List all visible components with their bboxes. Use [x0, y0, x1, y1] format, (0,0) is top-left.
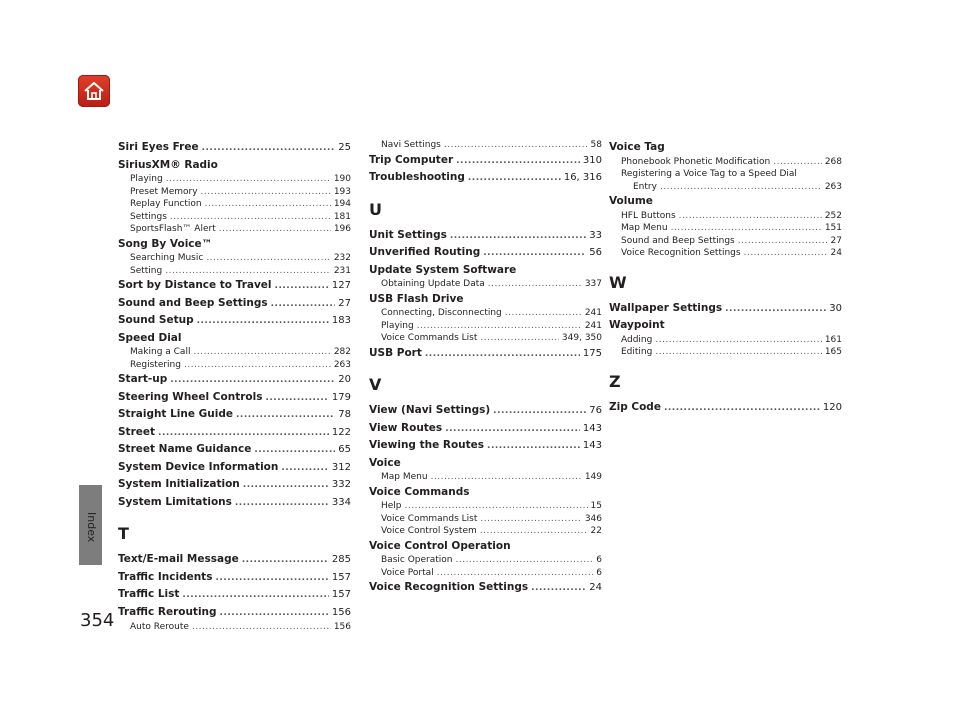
- dot-leader: [468, 170, 561, 187]
- page-reference[interactable]: 157: [331, 571, 351, 583]
- index-heading: Update System Software: [369, 263, 517, 276]
- dot-leader: [450, 228, 586, 245]
- dot-leader: [265, 390, 328, 407]
- index-heading: Speed Dial: [118, 331, 182, 344]
- entry-label: System Limitations: [118, 495, 232, 508]
- index-entry[interactable]: [118, 277, 351, 295]
- dot-leader: [281, 460, 329, 477]
- entry-label: Adding: [621, 334, 653, 345]
- index-subentry[interactable]: [118, 173, 351, 186]
- entry-label: Voice Recognition Settings: [621, 248, 741, 258]
- entry-label: Street: [118, 425, 156, 438]
- dot-leader: [192, 621, 331, 634]
- index-subentry[interactable]: [609, 181, 842, 194]
- entry-label: HFL Buttons: [621, 210, 676, 221]
- dot-leader: [193, 346, 330, 359]
- entry-label: Sound Setup: [118, 314, 194, 326]
- index-entry[interactable]: [118, 604, 351, 622]
- home-icon: [83, 80, 105, 102]
- page-reference[interactable]: 65: [338, 444, 351, 455]
- dot-leader: [243, 477, 329, 494]
- index-heading: Voice Commands: [369, 485, 470, 498]
- page-reference[interactable]: 231: [333, 265, 351, 276]
- index-subentry[interactable]: [609, 210, 842, 223]
- entry-label: SportsFlash™ Alert: [130, 224, 216, 234]
- index-entry[interactable]: [118, 312, 351, 330]
- page-reference[interactable]: 165: [824, 347, 842, 357]
- entry-label: Auto Reroute: [130, 622, 189, 632]
- dot-leader: [417, 320, 582, 333]
- page-reference[interactable]: 194: [333, 199, 351, 209]
- page-number: 354: [80, 610, 115, 631]
- page-reference[interactable]: 190: [333, 174, 351, 184]
- dot-leader: [201, 186, 331, 199]
- dot-leader: [431, 471, 582, 484]
- page-reference[interactable]: 24: [589, 582, 602, 593]
- dot-leader: [166, 173, 331, 186]
- dot-leader: [679, 210, 822, 223]
- page-reference[interactable]: 193: [333, 186, 351, 197]
- page-reference[interactable]: 58: [590, 140, 602, 150]
- entry-label: Text/E-mail Message: [118, 553, 239, 565]
- dot-leader: [437, 567, 594, 580]
- entry-label: Registering: [130, 359, 181, 370]
- index-column-2: [369, 139, 602, 597]
- page-reference[interactable]: 282: [333, 347, 351, 357]
- dot-leader: [445, 421, 580, 438]
- index-subentry[interactable]: [609, 235, 842, 248]
- index-entry[interactable]: [609, 399, 842, 417]
- index-heading: Waypoint: [609, 319, 665, 331]
- entry-label: Sort by Distance to Travel: [118, 279, 272, 291]
- page-reference[interactable]: 268: [824, 156, 842, 167]
- entry-label: Unit Settings: [369, 228, 447, 241]
- dot-leader: [483, 245, 586, 262]
- index-subentry[interactable]: [118, 621, 351, 634]
- entry-label: Viewing the Routes: [369, 439, 485, 451]
- dot-leader: [158, 425, 329, 442]
- page-reference[interactable]: 175: [582, 347, 602, 359]
- dot-leader: [220, 605, 329, 622]
- index-subentry[interactable]: [369, 278, 602, 291]
- index-entry[interactable]: [118, 406, 351, 424]
- dot-leader: [480, 525, 588, 538]
- index-column-3: [609, 139, 842, 416]
- entry-label: Voice Portal: [381, 567, 434, 578]
- page-reference[interactable]: 122: [331, 426, 351, 438]
- section-letter: Z: [609, 371, 621, 391]
- entry-label: Trip Computer: [369, 153, 454, 166]
- index-entry[interactable]: [118, 371, 351, 389]
- entry-label: Map Menu: [621, 223, 668, 233]
- dot-leader: [235, 495, 329, 512]
- entry-label: System Device Information: [118, 460, 279, 473]
- index-entry[interactable]: [369, 227, 602, 245]
- index-subentry[interactable]: [369, 500, 602, 513]
- index-subentry[interactable]: [369, 525, 602, 538]
- index-heading: SiriusXM® Radio: [118, 158, 218, 171]
- dot-leader: [182, 587, 328, 604]
- entry-label: Sound and Beep Settings: [621, 235, 735, 246]
- page-reference[interactable]: 337: [584, 279, 602, 289]
- entry-label: Voice Commands List: [381, 333, 478, 343]
- index-entry[interactable]: [369, 244, 602, 262]
- page-reference[interactable]: 156: [331, 606, 351, 618]
- page-reference[interactable]: 181: [333, 211, 351, 222]
- entry-label: Voice Commands List: [381, 513, 478, 524]
- entry-label: Straight Line Guide: [118, 408, 233, 420]
- index-subentry[interactable]: [609, 247, 842, 260]
- page-reference[interactable]: 22: [590, 526, 602, 536]
- section-letter: W: [609, 272, 627, 292]
- section-letter: V: [369, 375, 382, 394]
- index-subentry-text: Registering a Voice Tag to a Speed Dial: [621, 169, 797, 179]
- entry-label: Settings: [130, 211, 167, 222]
- entry-label: Phonebook Phonetic Modification: [621, 156, 771, 167]
- dot-leader: [660, 181, 822, 194]
- entry-label: Zip Code: [609, 400, 661, 413]
- dot-leader: [725, 301, 826, 318]
- page-reference[interactable]: 143: [582, 422, 602, 434]
- dot-leader: [487, 438, 580, 455]
- entry-label: Preset Memory: [130, 186, 198, 197]
- entry-label: Sound and Beep Settings: [118, 296, 268, 309]
- index-subentry[interactable]: [609, 222, 842, 235]
- index-entry[interactable]: [118, 389, 351, 407]
- entry-label: Setting: [130, 265, 163, 276]
- page-reference[interactable]: 179: [331, 391, 351, 403]
- dot-leader: [170, 372, 335, 389]
- index-heading: USB Flash Drive: [369, 292, 464, 305]
- dot-leader: [165, 265, 331, 278]
- dot-leader: [242, 552, 329, 569]
- entry-label: USB Port: [369, 346, 422, 359]
- entry-label: Playing: [381, 320, 414, 331]
- page-reference[interactable]: 263: [824, 181, 842, 192]
- entry-label: Editing: [621, 347, 653, 357]
- index-subentry[interactable]: [118, 252, 351, 265]
- page-reference[interactable]: 241: [584, 308, 602, 318]
- entry-label: Entry: [633, 181, 657, 192]
- dot-leader: [488, 278, 582, 291]
- entry-label: Basic Operation: [381, 555, 453, 565]
- dot-leader: [531, 580, 586, 597]
- index-entry[interactable]: [369, 579, 602, 597]
- page-reference[interactable]: 27: [830, 235, 842, 246]
- dot-leader: [215, 570, 328, 587]
- index-entry[interactable]: [118, 459, 351, 477]
- dot-leader: [744, 247, 828, 260]
- entry-label: Wallpaper Settings: [609, 301, 723, 314]
- index-heading: Voice: [369, 456, 401, 469]
- dot-leader: [206, 252, 331, 265]
- page-reference[interactable]: 232: [333, 253, 351, 263]
- page-reference[interactable]: 6: [596, 555, 602, 565]
- entry-label: Troubleshooting: [369, 171, 465, 183]
- index-heading: Voice Control Operation: [369, 539, 511, 552]
- page-reference[interactable]: 76: [589, 405, 602, 416]
- index-subentry[interactable]: [609, 334, 842, 347]
- index-entry[interactable]: [118, 424, 351, 442]
- index-heading: Voice Tag: [609, 141, 665, 153]
- dot-leader: [671, 222, 822, 235]
- page-reference[interactable]: 161: [824, 334, 842, 345]
- page-reference[interactable]: 16, 316: [563, 172, 602, 183]
- index-subentry[interactable]: [369, 139, 602, 152]
- page-reference[interactable]: 120: [822, 401, 842, 413]
- index-subentry[interactable]: [369, 307, 602, 320]
- index-entry[interactable]: [118, 139, 351, 157]
- page-reference[interactable]: 6: [596, 567, 602, 578]
- index-entry[interactable]: [369, 169, 602, 187]
- index-heading: Song By Voice™: [118, 237, 213, 250]
- entry-label: Unverified Routing: [369, 246, 481, 258]
- index-subentry[interactable]: [118, 186, 351, 199]
- index-entry[interactable]: [369, 437, 602, 455]
- index-entry[interactable]: [118, 295, 351, 313]
- dot-leader: [455, 554, 593, 567]
- index-subentry[interactable]: [369, 471, 602, 484]
- page-reference[interactable]: 33: [589, 229, 602, 241]
- dot-leader: [664, 400, 820, 417]
- section-letter: U: [369, 199, 382, 219]
- index-subentry[interactable]: [118, 359, 351, 372]
- index-entry[interactable]: [369, 152, 602, 170]
- page-reference[interactable]: 151: [824, 223, 842, 233]
- page-reference[interactable]: 27: [338, 297, 351, 309]
- entry-label: Steering Wheel Controls: [118, 390, 263, 403]
- page-reference[interactable]: 332: [331, 479, 351, 490]
- entry-label: Traffic Incidents: [118, 570, 213, 583]
- index-column-1: [118, 139, 351, 634]
- dot-leader: [405, 500, 588, 513]
- page-reference[interactable]: 127: [331, 280, 351, 291]
- dot-leader: [444, 139, 588, 152]
- entry-label: Siri Eyes Free: [118, 141, 199, 153]
- entry-label: Start-up: [118, 373, 168, 385]
- dot-leader: [505, 307, 582, 320]
- dot-leader: [655, 346, 821, 359]
- index-subentry[interactable]: [118, 346, 351, 359]
- dot-leader: [493, 403, 586, 420]
- page-reference[interactable]: 156: [333, 622, 351, 632]
- dot-leader: [197, 313, 329, 330]
- entry-label: Map Menu: [381, 472, 428, 482]
- page-reference[interactable]: 149: [584, 472, 602, 482]
- entry-label: View Routes: [369, 421, 443, 434]
- page-reference[interactable]: 263: [333, 359, 351, 370]
- dot-leader: [271, 296, 336, 313]
- page-reference[interactable]: 157: [331, 589, 351, 600]
- dot-leader: [655, 334, 821, 347]
- dot-leader: [480, 513, 581, 526]
- entry-label: System Initialization: [118, 478, 240, 490]
- index-subentry[interactable]: [369, 513, 602, 526]
- index-entry[interactable]: [118, 441, 351, 459]
- entry-label: Navi Settings: [381, 140, 441, 150]
- entry-label: Obtaining Update Data: [381, 279, 485, 289]
- index-heading: Volume: [609, 195, 653, 207]
- page-reference[interactable]: 196: [333, 224, 351, 234]
- page-reference[interactable]: 346: [584, 513, 602, 524]
- index-subentry[interactable]: [118, 211, 351, 224]
- dot-leader: [456, 153, 580, 170]
- dot-leader: [219, 223, 331, 236]
- page-reference[interactable]: 25: [338, 142, 351, 153]
- index-entry[interactable]: [118, 569, 351, 587]
- dot-leader: [425, 346, 580, 363]
- index-subentry[interactable]: [369, 554, 602, 567]
- index-subentry[interactable]: [118, 198, 351, 211]
- dot-leader: [170, 211, 331, 224]
- page-reference[interactable]: 30: [829, 302, 842, 314]
- home-button[interactable]: [78, 75, 110, 107]
- index-entry[interactable]: [369, 345, 602, 363]
- entry-label: Voice Control System: [381, 526, 477, 536]
- entry-label: Traffic List: [118, 588, 180, 600]
- entry-label: Replay Function: [130, 199, 202, 209]
- index-side-label: Index: [85, 512, 98, 543]
- page-reference[interactable]: 56: [589, 247, 602, 258]
- page-reference[interactable]: 334: [331, 496, 351, 508]
- page-reference[interactable]: 252: [824, 210, 842, 221]
- page-reference[interactable]: 20: [338, 374, 351, 385]
- dot-leader: [480, 332, 559, 345]
- page-reference[interactable]: 312: [331, 461, 351, 473]
- index-entry[interactable]: [118, 476, 351, 494]
- index-subentry[interactable]: [369, 320, 602, 333]
- page-reference[interactable]: 285: [331, 554, 351, 565]
- entry-label: View (Navi Settings): [369, 404, 491, 416]
- index-subentry[interactable]: [609, 346, 842, 359]
- page-reference[interactable]: 349, 350: [561, 333, 602, 343]
- page-reference[interactable]: 143: [582, 440, 602, 451]
- page-reference[interactable]: 183: [331, 315, 351, 326]
- entry-label: Help: [381, 501, 402, 511]
- dot-leader: [275, 278, 329, 295]
- index-entry[interactable]: [369, 402, 602, 420]
- index-subentry[interactable]: [609, 156, 842, 169]
- dot-leader: [773, 156, 822, 169]
- entry-label: Connecting, Disconnecting: [381, 308, 502, 318]
- entry-label: Playing: [130, 174, 163, 184]
- index-entry[interactable]: [118, 494, 351, 512]
- page-reference[interactable]: 15: [590, 501, 602, 511]
- entry-label: Searching Music: [130, 253, 204, 263]
- page-reference[interactable]: 24: [830, 248, 842, 258]
- entry-label: Traffic Rerouting: [118, 605, 217, 618]
- index-subentry[interactable]: [118, 265, 351, 278]
- page-reference[interactable]: 241: [584, 320, 602, 331]
- dot-leader: [738, 235, 828, 248]
- entry-label: Making a Call: [130, 347, 191, 357]
- page-reference[interactable]: 310: [582, 154, 602, 166]
- index-entry[interactable]: [369, 420, 602, 438]
- section-letter: T: [118, 524, 129, 543]
- dot-leader: [184, 359, 331, 372]
- dot-leader: [202, 140, 336, 157]
- entry-label: Voice Recognition Settings: [369, 581, 529, 593]
- entry-label: Street Name Guidance: [118, 443, 252, 455]
- index-entry[interactable]: [118, 586, 351, 604]
- dot-leader: [205, 198, 331, 211]
- dot-leader: [254, 442, 335, 459]
- index-subentry[interactable]: [369, 332, 602, 345]
- dot-leader: [236, 407, 335, 424]
- index-subentry[interactable]: [118, 223, 351, 236]
- index-entry[interactable]: [118, 551, 351, 569]
- page-reference[interactable]: 78: [338, 409, 351, 420]
- index-subentry[interactable]: [369, 567, 602, 580]
- index-entry[interactable]: [609, 300, 842, 318]
